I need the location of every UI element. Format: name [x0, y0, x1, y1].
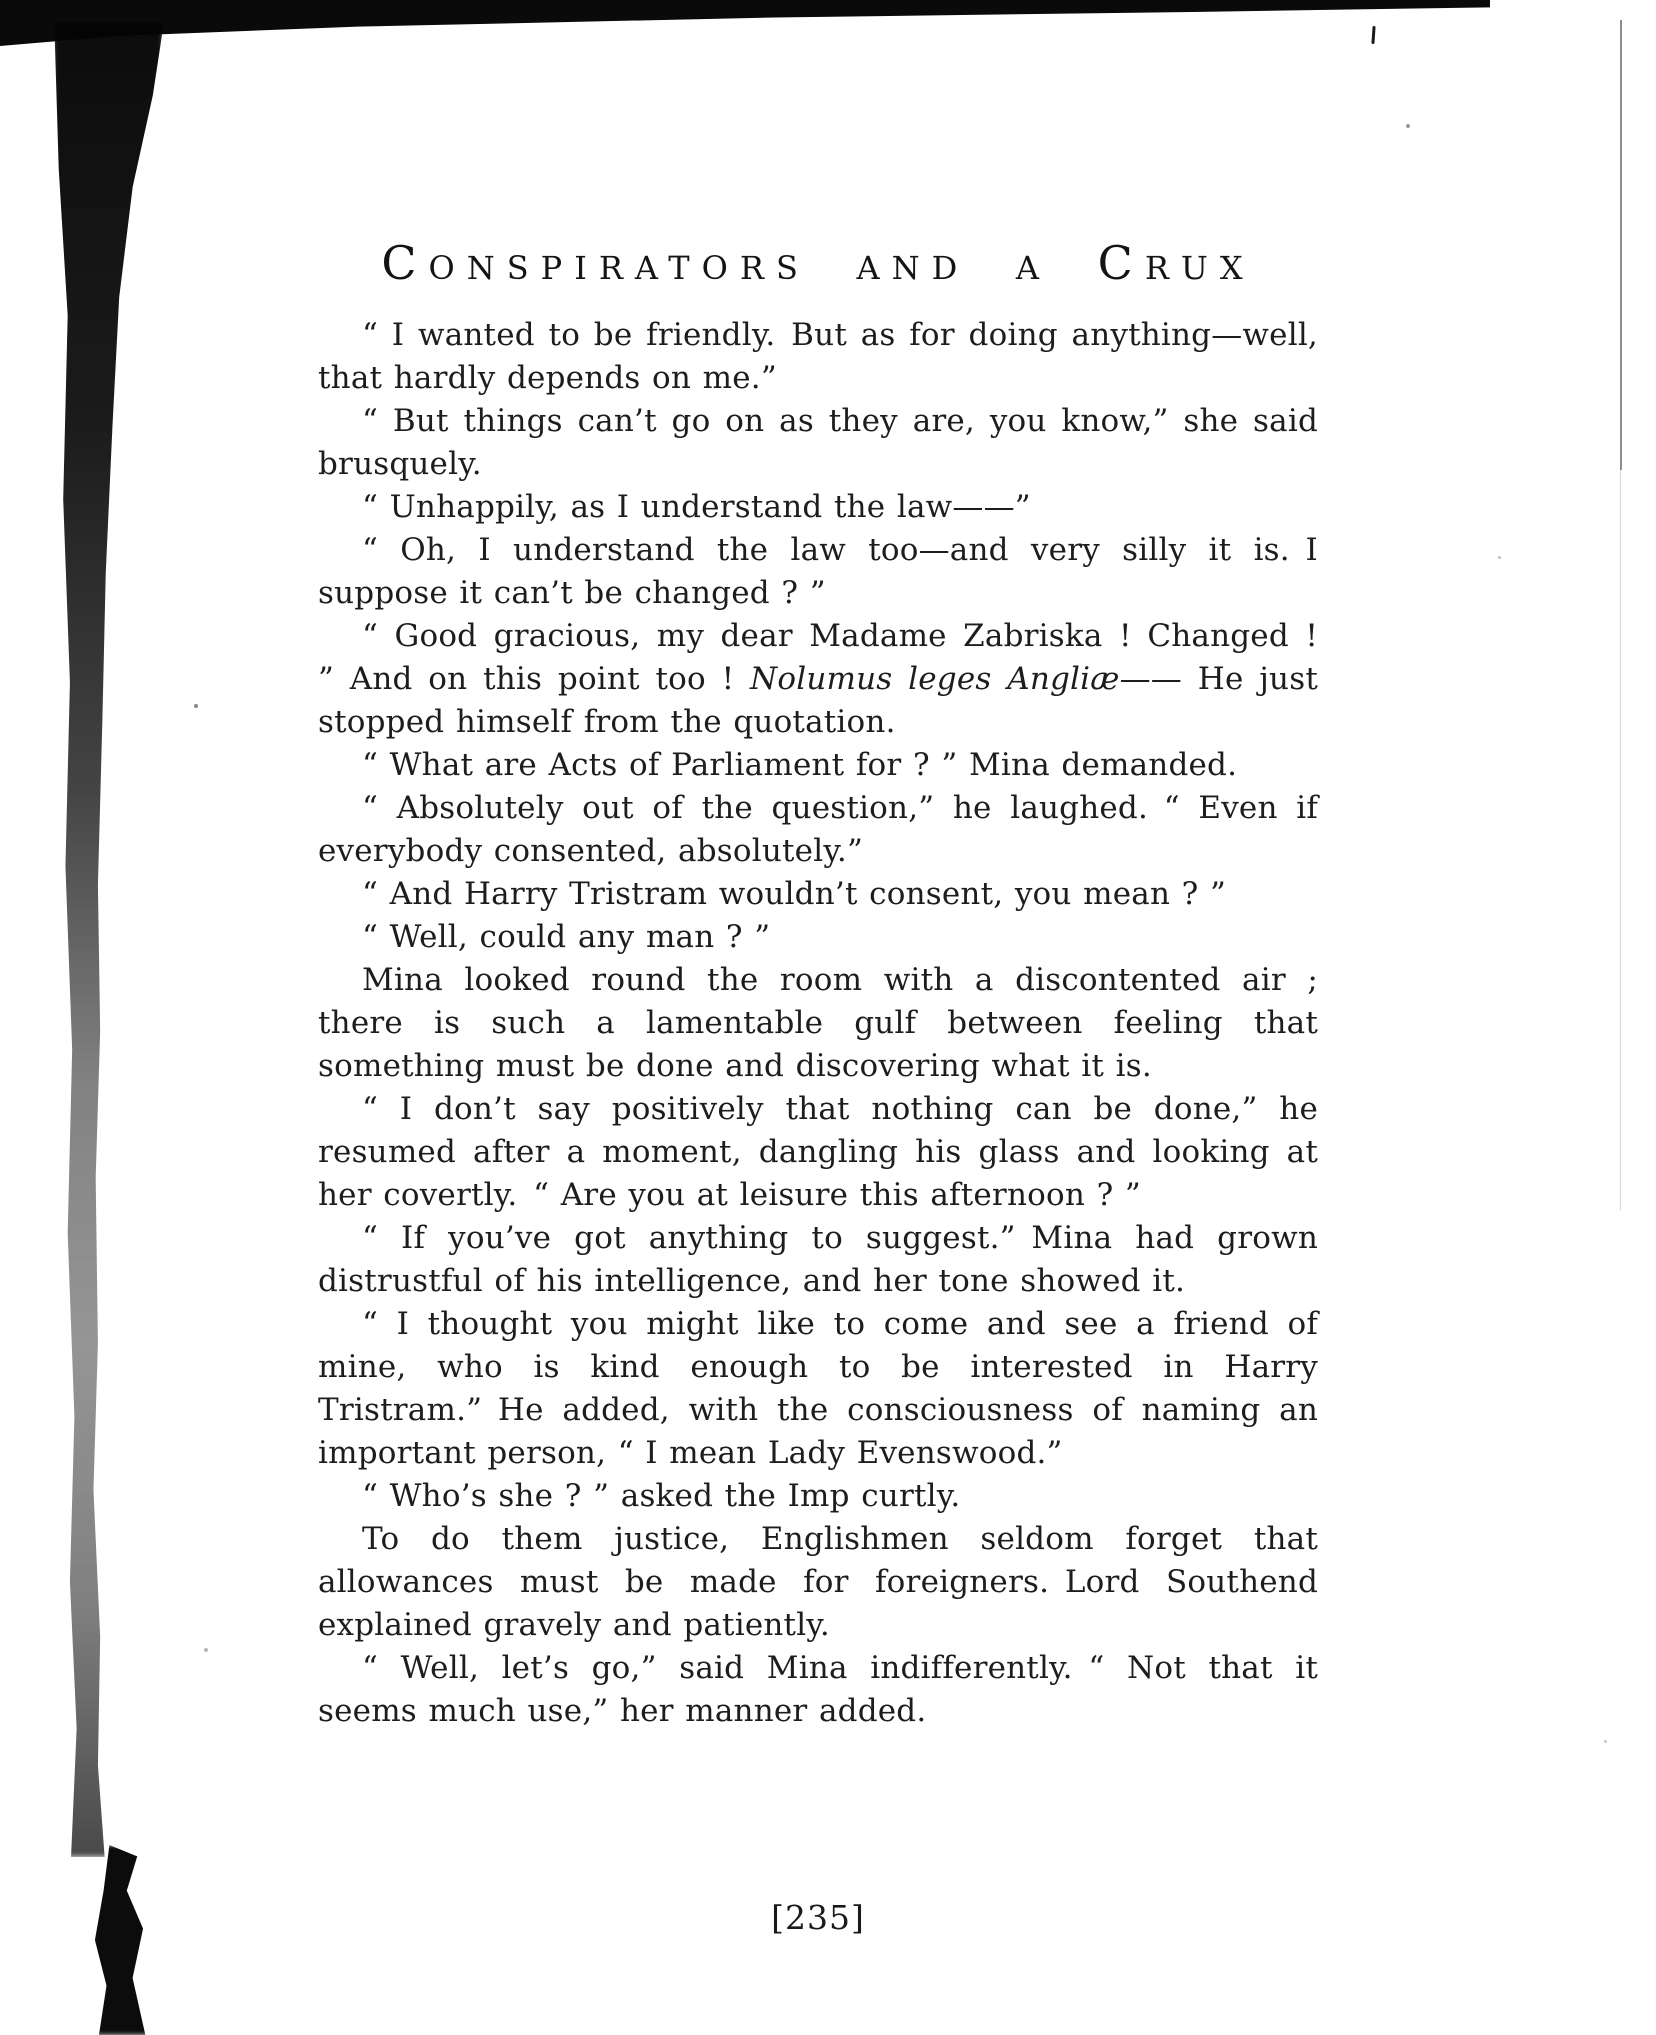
paragraph	[318, 1518, 1318, 1647]
scan-blob-artifact	[92, 1845, 150, 2035]
paragraph	[318, 529, 1318, 615]
paragraph	[318, 1647, 1318, 1733]
text-run: “ And Harry Tristram wouldn’t consent, you mean ? ”	[362, 876, 1226, 912]
text-run: To do them justice, Englishmen seldom forget that allowances must be made for foreigners. Lord Southend explained gravely and patiently.	[318, 1521, 1318, 1643]
text-run: —— He just stopped himself from the quotation.	[318, 661, 1318, 740]
paragraph	[318, 744, 1318, 787]
paragraph	[318, 787, 1318, 873]
paragraph	[318, 486, 1318, 529]
text-run: “ I thought you might like to come and see a friend of mine, who is kind enough to be interested in Harry Tristram.” He added, with the consciousness of naming an important person, “ I mean Lady Evenswood.”	[318, 1306, 1318, 1471]
text-run: “ If you’ve got anything to suggest.” Mina had grown distrustful of his intelligence, and her tone showed it.	[318, 1220, 1318, 1299]
paragraph	[318, 959, 1318, 1088]
scan-top-edge-artifact	[0, 0, 1490, 46]
scan-speck	[1406, 124, 1410, 128]
text-run: “ Well, could any man ? ”	[362, 919, 770, 955]
text-body	[318, 314, 1318, 1733]
text-run: “ Unhappily, as I understand the law——”	[362, 489, 1031, 525]
italic-run: Nolumus leges Angliæ	[750, 661, 1120, 697]
paragraph	[318, 1217, 1318, 1303]
text-run: “ What are Acts of Parliament for ? ” Mina demanded.	[362, 747, 1237, 783]
text-block	[318, 236, 1318, 1733]
text-run: “ I wanted to be friendly. But as for doing anything—well, that hardly depends on me.”	[318, 317, 1318, 396]
text-run: Mina looked round the room with a discontented air ; there is such a lamentable gulf between feeling that something must be done and discovering what it is.	[318, 962, 1318, 1084]
paragraph	[318, 615, 1318, 744]
text-run: “ Who’s she ? ” asked the Imp curtly.	[362, 1478, 960, 1514]
paragraph	[318, 916, 1318, 959]
text-run: “ I don’t say positively that nothing can be done,” he resumed after a moment, dangling his glass and looking at her covertly. “ Are you at leisure this afternoon ? ”	[318, 1091, 1318, 1213]
scan-speck	[204, 1648, 208, 1652]
paragraph	[318, 400, 1318, 486]
page-title: Conspirators and a Crux	[318, 236, 1318, 290]
scan-tick-artifact	[1371, 26, 1375, 44]
paragraph	[318, 1303, 1318, 1475]
page-edge-line	[1620, 20, 1622, 470]
paragraph	[318, 1088, 1318, 1217]
text-run: “ Well, let’s go,” said Mina indifferently. “ Not that it seems much use,” her manner added.	[318, 1650, 1318, 1729]
scan-speck	[1604, 1740, 1607, 1743]
paragraph	[318, 873, 1318, 916]
text-run: “ Oh, I understand the law too—and very silly it is. I suppose it can’t be changed ? ”	[318, 532, 1318, 611]
text-run: “ But things can’t go on as they are, you know,” she said brusquely.	[318, 403, 1318, 482]
text-run: “ Good gracious, my dear Madame Zabriska ! Changed ! ” And on this point too !	[318, 618, 1318, 697]
page-edge-line-faint	[1620, 470, 1621, 1210]
scan-speck	[1498, 556, 1501, 559]
paragraph	[318, 314, 1318, 400]
scan-speck	[194, 704, 198, 708]
page-number: [235]	[318, 1898, 1318, 1937]
paragraph	[318, 1475, 1318, 1518]
text-run: “ Absolutely out of the question,” he laughed. “ Even if everybody consented, absolutely.”	[318, 790, 1318, 869]
binding-shadow-artifact	[52, 22, 164, 1857]
